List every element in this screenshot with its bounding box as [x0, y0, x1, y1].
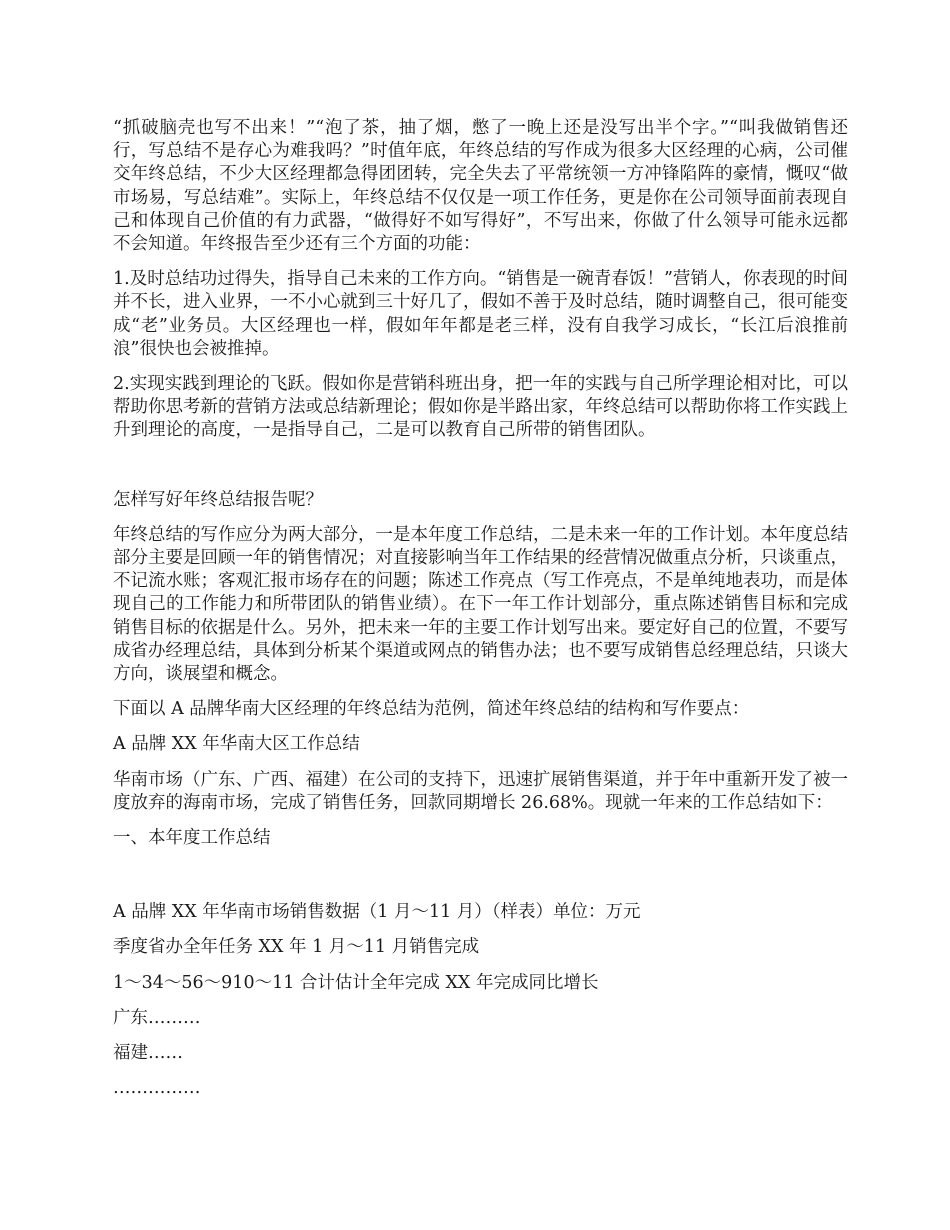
example-intro: 下面以 A 品牌华南大区经理的年终总结为范例，简述年终总结的结构和写作要点： [113, 699, 750, 720]
example-title: A 品牌 XX 年华南大区工作总结 [113, 734, 360, 755]
question-heading: 怎样写好年终总结报告呢？ [113, 489, 323, 510]
function-point-1: 1.及时总结功过得失，指导自己未来的工作方向。“销售是一碗青春饭！”营销人，你表现的时间并不长，进入业界，一不小心就到三十好几了，假如不善于及时总结，随时调整自己，很可能变成“老”业务员。大区经理也一样，假如年年都是老三样，没有自我学习成长，“长江后浪推前浪”很快也会被推掉。 [113, 269, 848, 359]
section-heading-annual-summary: 一、本年度工作总结 [113, 828, 271, 849]
table-header-line-1: 季度省办全年任务 XX 年 1 月～11 月销售完成 [113, 937, 480, 958]
table-caption: A 品牌 XX 年华南市场销售数据（1 月～11 月）（样表）单位：万元 [113, 902, 641, 923]
function-point-2: 2.实现实践到理论的飞跃。假如你是营销科班出身，把一年的实践与自己所学理论相对比，可以帮助你思考新的营销方法或总结新理论；假如你是半路出家，年终总结可以帮助你将工作实践上升到理论的高度，一是指导自己，二是可以教育自己所带的销售团队。 [113, 374, 848, 441]
intro-paragraph: “抓破脑壳也写不出来！”“泡了茶，抽了烟，憋了一晚上还是没写出半个字。”“叫我做销售还行，写总结不是存心为难我吗？”时值年底，年终总结的写作成为很多大区经理的心病，公司催交年终总结，不少大区经理都急得团团转，完全失去了平常统领一方冲锋陷阵的豪情，慨叹“做市场易，写总结难”。实际上，年终总结不仅仅是一项工作任务，更是你在公司领导面前表现自己和体现自己价值的有力武器，“做得好不如写得好”，不写出来，你做了什么领导可能永远都不会知道。年终报告至少还有三个方面的功能： [113, 118, 848, 255]
section-gap [113, 455, 848, 489]
document-body [113, 117, 848, 1113]
table-row-ellipsis: …………… [113, 1078, 201, 1099]
table-row-guangdong: 广东……… [113, 1007, 201, 1028]
structure-paragraph: 年终总结的写作应分为两大部分，一是本年度工作总结，二是未来一年的工作计划。本年度总结部分主要是回顾一年的销售情况；对直接影响当年工作结果的经营情况做重点分析，只谈重点，不记流水账；客观汇报市场存在的问题；陈述工作亮点（写工作亮点，不是单纯地表功，而是体现自己的工作能力和所带团队的销售业绩）。在下一年工作计划部分，重点陈述销售目标和完成销售目标的依据是什么。另外，把未来一年的主要工作计划写出来。要定好自己的位置，不要写成省办经理总结，具体到分析某个渠道或网点的销售办法；也不要写成销售总经理总结，只谈大方向，谈展望和概念。 [113, 524, 848, 685]
table-row-fujian: 福建…… [113, 1043, 183, 1064]
table-header-line-2: 1～34～56～910～11 合计估计全年完成 XX 年完成同比增长 [113, 972, 599, 993]
example-summary: 华南市场（广东、广西、福建）在公司的支持下，迅速扩展销售渠道，并于年中重新开发了被一度放弃的海南市场，完成了销售任务，回款同期增长 26.68%。现就一年来的工作总结如下： [113, 769, 848, 813]
section-gap [113, 862, 848, 901]
